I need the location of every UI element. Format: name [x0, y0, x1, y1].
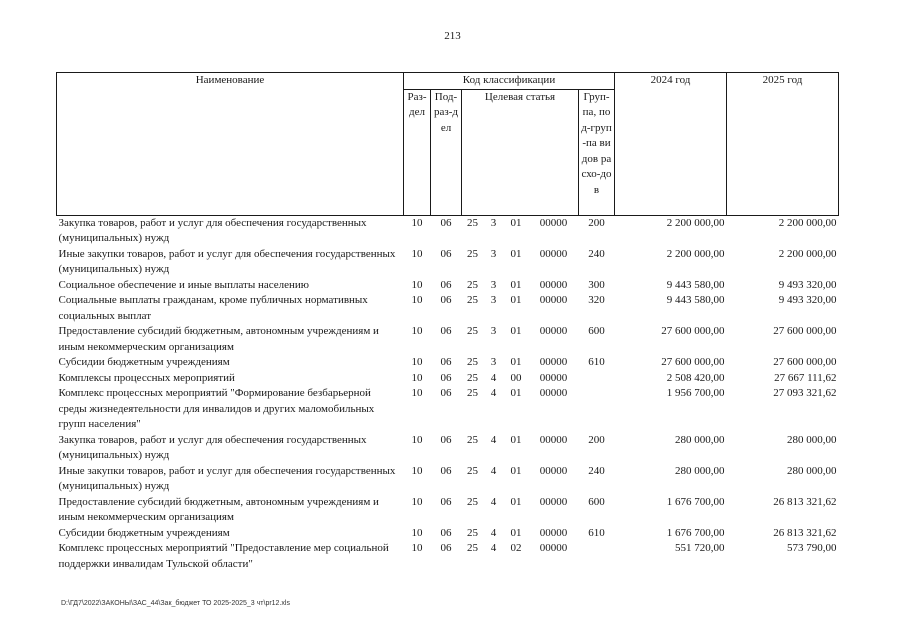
- row-target-subprogram: 01: [510, 325, 522, 337]
- row-target-program: 25: [467, 464, 478, 477]
- row-amount-2024: 2 508 420,00: [666, 371, 725, 384]
- row-target-subprogram: 01: [510, 216, 522, 229]
- row-section: 10: [411, 247, 423, 260]
- row-name: Комплекс процессных мероприятий "Формирование безбарьерной среды жизнедеятельности для инвалидов и других маломобильных групп населения": [58, 387, 375, 430]
- row-expense-group: 600: [588, 495, 605, 508]
- row-expense-group: [579, 386, 615, 433]
- row-target-type: 4: [490, 464, 497, 477]
- row-amount-2025: 280 000,00: [787, 464, 837, 477]
- row-target-subprogram: 02: [510, 542, 522, 554]
- row-subsection: 06: [440, 294, 452, 306]
- row-target-type: 4: [490, 495, 497, 508]
- row-target-type: 4: [490, 433, 497, 446]
- row-expense-group: [579, 541, 615, 572]
- row-section: 10: [411, 356, 423, 368]
- header-year-2024: 2024 год: [615, 73, 727, 216]
- row-subsection: 06: [440, 464, 452, 477]
- row-target-type: 4: [490, 542, 497, 554]
- row-target-program: 25: [467, 294, 478, 306]
- row-target-type: 3: [490, 356, 497, 368]
- row-amount-2024: 1 676 700,00: [666, 495, 725, 508]
- row-section: 10: [411, 464, 423, 477]
- row-amount-2024: 280 000,00: [675, 433, 725, 446]
- row-expense-group: 320: [588, 294, 605, 306]
- row-target-subprogram: 01: [510, 294, 522, 306]
- row-target-type: 3: [490, 278, 497, 291]
- row-amount-2025: 27 600 000,00: [773, 356, 837, 368]
- row-name: Субсидии бюджетным учреждениям: [58, 356, 230, 368]
- row-target-type: 3: [490, 325, 497, 337]
- row-target-type: 4: [490, 371, 497, 384]
- row-subsection: 06: [440, 526, 452, 539]
- row-amount-2024: 280 000,00: [675, 464, 725, 477]
- table-row: [57, 371, 839, 387]
- table-row: [57, 355, 839, 371]
- row-section: 10: [411, 294, 423, 306]
- row-target-subprogram: 01: [510, 526, 522, 539]
- table-row: [57, 526, 839, 542]
- row-target-type: 3: [490, 247, 497, 260]
- table-row: [57, 433, 839, 464]
- row-target-subprogram: 01: [510, 495, 522, 508]
- row-expense-group: 240: [588, 464, 605, 477]
- row-amount-2025: 2 200 000,00: [778, 247, 837, 260]
- row-name: Комплекс процессных мероприятий "Предоставление мер социальной поддержки инвалидам Тульской области": [58, 542, 389, 570]
- table-row: [57, 278, 839, 294]
- row-target-direction: 00000: [539, 247, 568, 260]
- row-name: Социальные выплаты гражданам, кроме публичных нормативных социальных выплат: [58, 294, 368, 322]
- row-amount-2025: 26 813 321,62: [773, 495, 837, 508]
- row-amount-2025: 280 000,00: [787, 433, 837, 446]
- row-target-program: 25: [467, 371, 478, 384]
- table-row: [57, 541, 839, 572]
- row-name: Закупка товаров, работ и услуг для обеспечения государственных (муниципальных) нужд: [58, 216, 367, 244]
- row-amount-2024: 27 600 000,00: [661, 356, 725, 368]
- header-year-2025: 2025 год: [727, 73, 839, 216]
- row-target-direction: 00000: [539, 526, 568, 539]
- table-body: [57, 215, 839, 572]
- row-expense-group: 600: [588, 325, 605, 337]
- header-subsection: Под-раз-дел: [431, 89, 462, 215]
- row-target-program: 25: [467, 216, 478, 229]
- row-section: 10: [411, 325, 423, 337]
- row-section: 10: [411, 387, 423, 399]
- header-name: Наименование: [57, 73, 404, 216]
- row-section: 10: [411, 526, 423, 539]
- row-target-program: 25: [467, 387, 478, 399]
- row-name: Субсидии бюджетным учреждениям: [58, 526, 230, 539]
- table-row: [57, 293, 839, 324]
- row-section: 10: [411, 371, 423, 384]
- row-target-type: 3: [490, 294, 497, 306]
- row-target-program: 25: [467, 542, 478, 554]
- table-row: [57, 247, 839, 278]
- row-amount-2024: 2 200 000,00: [666, 247, 725, 260]
- row-expense-group: 200: [588, 433, 605, 446]
- file-path: D:\ГД7\2022\ЗАКОНЫ\ЗАС_44\Зак_бюджет ТО 2025-2025_3 чт\pr12.xls: [61, 600, 290, 607]
- row-amount-2024: 27 600 000,00: [661, 325, 725, 337]
- row-target-type: 4: [490, 526, 497, 539]
- row-name: Иные закупки товаров, работ и услуг для обеспечения государственных (муниципальных) нужд: [58, 464, 396, 492]
- row-target-subprogram: 01: [510, 247, 522, 260]
- row-subsection: 06: [440, 325, 452, 337]
- row-section: 10: [411, 542, 423, 554]
- row-target-program: 25: [467, 526, 478, 539]
- table-row: [57, 464, 839, 495]
- row-target-direction: 00000: [539, 495, 568, 508]
- row-target-direction: 00000: [539, 371, 568, 384]
- row-target-program: 25: [467, 278, 478, 291]
- row-target-type: 3: [490, 216, 497, 229]
- row-target-direction: 00000: [539, 325, 568, 337]
- row-section: 10: [411, 495, 423, 508]
- row-target-type: 4: [490, 387, 497, 399]
- row-target-subprogram: 01: [510, 464, 522, 477]
- row-subsection: 06: [440, 542, 452, 554]
- row-amount-2025: 9 493 320,00: [778, 278, 837, 291]
- row-expense-group: 300: [588, 278, 605, 291]
- row-target-subprogram: 00: [510, 371, 522, 384]
- table-row: [57, 324, 839, 355]
- row-amount-2025: 27 667 111,62: [774, 371, 837, 384]
- row-section: 10: [411, 433, 423, 446]
- row-target-program: 25: [467, 433, 478, 446]
- row-target-subprogram: 01: [510, 433, 522, 446]
- table-row: [57, 386, 839, 433]
- row-amount-2024: 1 956 700,00: [666, 387, 725, 399]
- row-target-direction: 00000: [539, 356, 568, 368]
- row-target-subprogram: 01: [510, 356, 522, 368]
- row-name: Социальное обеспечение и иные выплаты населению: [58, 278, 310, 291]
- row-target-direction: 00000: [539, 464, 568, 477]
- row-subsection: 06: [440, 495, 452, 508]
- row-target-direction: 00000: [539, 278, 568, 291]
- row-target-program: 25: [467, 325, 478, 337]
- row-amount-2024: 2 200 000,00: [666, 216, 725, 229]
- row-target-direction: 00000: [539, 433, 568, 446]
- row-amount-2025: 2 200 000,00: [778, 216, 837, 229]
- row-target-direction: 00000: [539, 216, 568, 229]
- row-name: Предоставление субсидий бюджетным, автономным учреждениям и иным некоммерческим организациям: [58, 495, 379, 523]
- row-subsection: 06: [440, 216, 452, 229]
- row-subsection: 06: [440, 371, 452, 384]
- row-target-program: 25: [467, 495, 478, 508]
- row-amount-2024: 551 720,00: [675, 542, 725, 554]
- row-name: Комплексы процессных мероприятий: [58, 371, 235, 384]
- row-amount-2025: 27 600 000,00: [773, 325, 837, 337]
- row-target-program: 25: [467, 356, 478, 368]
- header-classification: Код классификации: [404, 73, 615, 90]
- budget-table: [56, 72, 839, 572]
- row-expense-group: 200: [588, 216, 605, 229]
- row-expense-group: 610: [588, 526, 605, 539]
- row-target-direction: 00000: [539, 294, 568, 306]
- row-amount-2024: 9 443 580,00: [666, 278, 725, 291]
- row-name: Иные закупки товаров, работ и услуг для обеспечения государственных (муниципальных) нужд: [58, 247, 396, 275]
- row-amount-2025: 9 493 320,00: [778, 294, 837, 306]
- row-section: 10: [411, 216, 423, 229]
- row-target-direction: 00000: [539, 542, 568, 554]
- row-subsection: 06: [440, 433, 452, 446]
- row-subsection: 06: [440, 387, 452, 399]
- header-expense-group: Груп-па, под-груп-па видов расхо-дов: [579, 89, 615, 215]
- row-subsection: 06: [440, 278, 452, 291]
- table-row: [57, 215, 839, 247]
- row-target-subprogram: 01: [510, 278, 522, 291]
- row-expense-group: 240: [588, 247, 605, 260]
- row-section: 10: [411, 278, 423, 291]
- row-target-subprogram: 01: [510, 387, 522, 399]
- row-name: Предоставление субсидий бюджетным, автономным учреждениям и иным некоммерческим организациям: [58, 325, 379, 353]
- page-number: 213: [444, 30, 461, 42]
- row-amount-2025: 573 790,00: [787, 542, 837, 554]
- row-expense-group: 610: [588, 356, 605, 368]
- row-amount-2025: 26 813 321,62: [773, 526, 837, 539]
- row-subsection: 06: [440, 247, 452, 260]
- row-amount-2024: 1 676 700,00: [666, 526, 725, 539]
- header-target-article: Целевая статья: [462, 89, 579, 215]
- row-target-direction: 00000: [539, 387, 568, 399]
- row-subsection: 06: [440, 356, 452, 368]
- row-amount-2024: 9 443 580,00: [666, 294, 725, 306]
- header-section: Раз-дел: [404, 89, 431, 215]
- row-expense-group: [579, 371, 615, 387]
- table-row: [57, 495, 839, 526]
- row-target-program: 25: [467, 247, 478, 260]
- row-amount-2025: 27 093 321,62: [773, 387, 837, 399]
- row-name: Закупка товаров, работ и услуг для обеспечения государственных (муниципальных) нужд: [58, 433, 367, 461]
